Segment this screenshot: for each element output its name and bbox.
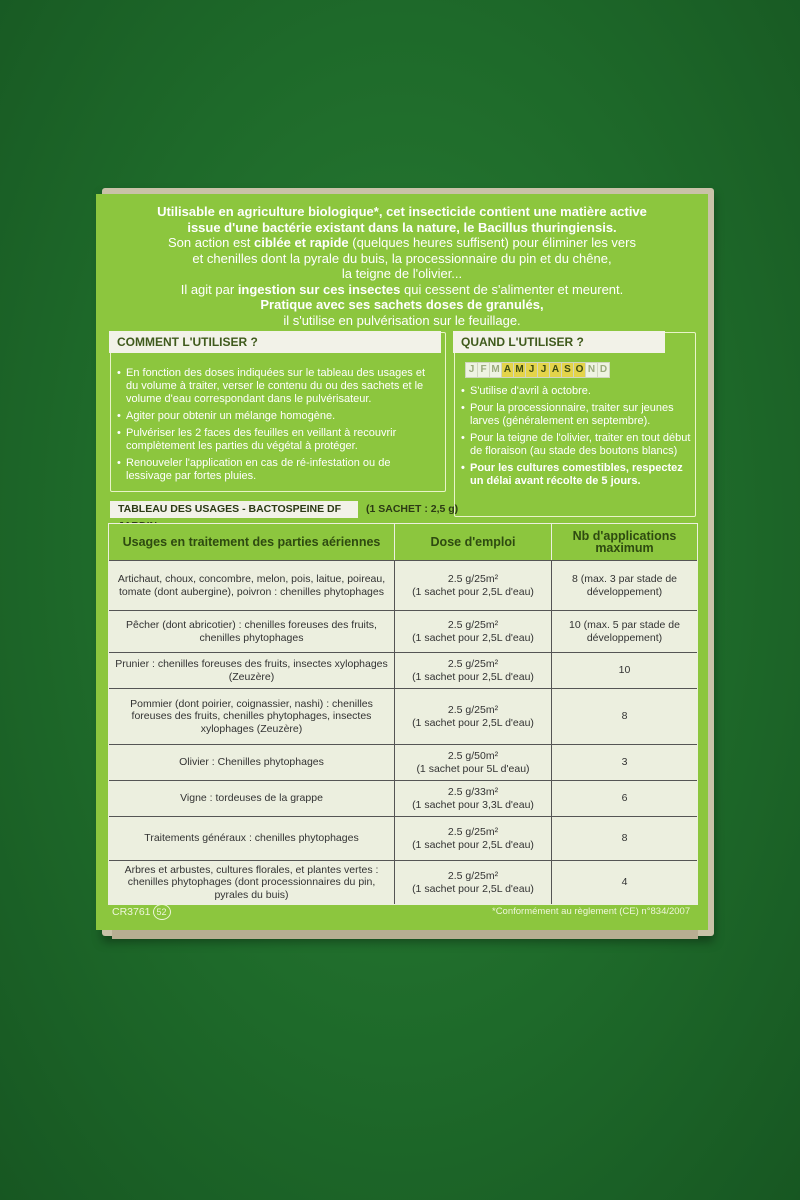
table-row <box>109 560 697 610</box>
table-cell: Arbres et arbustes, cultures florales, et plantes vertes : chenilles phytophages (dont processionnaires du pin, pyrales du buis) <box>109 861 395 904</box>
table-cell: 2.5 g/25m² (1 sachet pour 2,5L d'eau) <box>395 611 552 652</box>
intro-line: Son action est ciblée et rapide (quelques heures suffisent) pour éliminer les vers <box>167 235 636 250</box>
month-cell: A <box>549 362 562 378</box>
header-usages: Usages en traitement des parties aériennes <box>109 524 395 560</box>
product-code: CR3761 52 <box>112 904 171 920</box>
month-cell: F <box>477 362 490 378</box>
table-cell: 2.5 g/50m² (1 sachet pour 5L d'eau) <box>395 745 552 780</box>
list-item: • Pour les cultures comestibles, respectez un délai avant récolte de 5 jours. <box>461 462 691 488</box>
table-row <box>109 610 697 652</box>
intro-line: Utilisable en agriculture biologique*, cet insecticide contient une matière active <box>157 204 647 219</box>
table-header <box>109 524 697 560</box>
intro-text <box>96 204 708 328</box>
header-applications: Nb d'applications maximum <box>552 524 697 560</box>
month-cell: J <box>465 362 478 378</box>
list-item: • Renouveler l'application en cas de ré-infestation ou de lessivage par fortes pluies. <box>117 457 439 483</box>
list-item: • Agiter pour obtenir un mélange homogène. <box>117 410 439 423</box>
table-cell: Vigne : tordeuses de la grappe <box>109 781 395 816</box>
table-cell: 2.5 g/25m² (1 sachet pour 2,5L d'eau) <box>395 653 552 688</box>
product-box-back <box>96 194 708 930</box>
month-cell: M <box>489 362 502 378</box>
table-row <box>109 780 697 816</box>
list-item: • En fonction des doses indiquées sur le tableau des usages et du volume à traiter, verser le contenu du ou des sachets et le volume d'eau correspondant dans le pulvérisateur. <box>117 367 439 406</box>
intro-line: Pratique avec ses sachets doses de granulés, <box>260 297 544 312</box>
how-to-use-list <box>117 367 439 487</box>
table-row <box>109 860 697 904</box>
regulation-note: *Conformément au règlement (CE) n°834/2007 <box>492 906 691 917</box>
intro-line: Il agit par ingestion sur ces insectes qui cessent de s'alimenter et meurent. <box>180 281 624 297</box>
table-cell: 2.5 g/25m² (1 sachet pour 2,5L d'eau) <box>395 689 552 744</box>
month-cell: J <box>525 362 538 378</box>
how-to-use-panel <box>110 332 446 492</box>
table-cell: 3 <box>621 756 628 769</box>
intro-line: et chenilles dont la pyrale du buis, la processionnaire du pin et du chêne, <box>192 250 612 266</box>
table-cell: 8 (max. 3 par stade de développement) <box>571 573 678 598</box>
month-cell: A <box>501 362 514 378</box>
usage-table <box>108 523 698 905</box>
list-item: • S'utilise d'avril à octobre. <box>461 385 691 398</box>
table-cell: Pêcher (dont abricotier) : chenilles foreuses des fruits, chenilles phytophages <box>109 611 395 652</box>
table-cell: Pommier (dont poirier, coignassier, nashi) : chenilles foreuses des fruits, chenilles phytophages, insectes xylophages (Zeuzère) <box>109 689 395 744</box>
sachet-weight: (1 SACHET : 2,5 g) <box>366 503 459 515</box>
table-cell: Traitements généraux : chenilles phytophages <box>109 817 395 860</box>
list-item: • Pour la processionnaire, traiter sur jeunes larves (généralement en septembre). <box>461 402 691 428</box>
table-cell: 8 <box>621 832 628 845</box>
intro-line: il s'utilise en pulvérisation sur le feuillage. <box>283 312 521 328</box>
table-cell: 6 <box>621 792 628 805</box>
table-cell: 2.5 g/25m² (1 sachet pour 2,5L d'eau) <box>395 561 552 610</box>
month-cell: J <box>537 362 550 378</box>
when-to-use-list <box>461 385 691 492</box>
table-row <box>109 744 697 780</box>
intro-line: la teigne de l'olivier... <box>341 266 463 281</box>
month-cell: S <box>561 362 574 378</box>
table-cell: Olivier : Chenilles phytophages <box>109 745 395 780</box>
month-cell: N <box>585 362 598 378</box>
table-cell: Prunier : chenilles foreuses des fruits, insectes xylophages (Zeuzère) <box>109 653 395 688</box>
month-cell: M <box>513 362 526 378</box>
list-item: • Pour la teigne de l'olivier, traiter en tout début de floraison (au stade des boutons blancs) <box>461 432 691 458</box>
table-cell: Artichaut, choux, concombre, melon, pois, laitue, poireau, tomate (dont aubergine), poivron : chenilles phytophages <box>109 561 395 610</box>
month-cell: D <box>597 362 610 378</box>
table-cell: 10 (max. 5 par stade de développement) <box>569 619 680 644</box>
table-cell: 8 <box>621 710 628 723</box>
table-cell: 4 <box>621 876 628 889</box>
month-cell: O <box>573 362 586 378</box>
list-item: • Pulvériser les 2 faces des feuilles en veillant à recouvrir complètement les parties du végétal à protéger. <box>117 427 439 453</box>
when-to-use-panel <box>454 332 696 517</box>
table-row <box>109 816 697 860</box>
how-to-use-title: COMMENT L'UTILISER ? <box>109 331 441 353</box>
table-cell: 2.5 g/25m² (1 sachet pour 2,5L d'eau) <box>395 861 552 904</box>
table-cell: 2.5 g/25m² (1 sachet pour 2,5L d'eau) <box>395 817 552 860</box>
usage-table-title: TABLEAU DES USAGES - BACTOSPEINE DF <box>110 501 358 518</box>
intro-line: issue d'une bactérie existant dans la nature, le Bacillus thuringiensis. <box>187 219 617 235</box>
when-to-use-title: QUAND L'UTILISER ? <box>453 331 665 353</box>
month-calendar <box>465 362 609 378</box>
circle-badge: 52 <box>153 904 171 920</box>
header-dose: Dose d'emploi <box>395 524 552 560</box>
table-cell: 2.5 g/33m² (1 sachet pour 3,3L d'eau) <box>395 781 552 816</box>
table-row <box>109 652 697 688</box>
table-row <box>109 688 697 744</box>
table-cell: 10 <box>618 664 631 677</box>
